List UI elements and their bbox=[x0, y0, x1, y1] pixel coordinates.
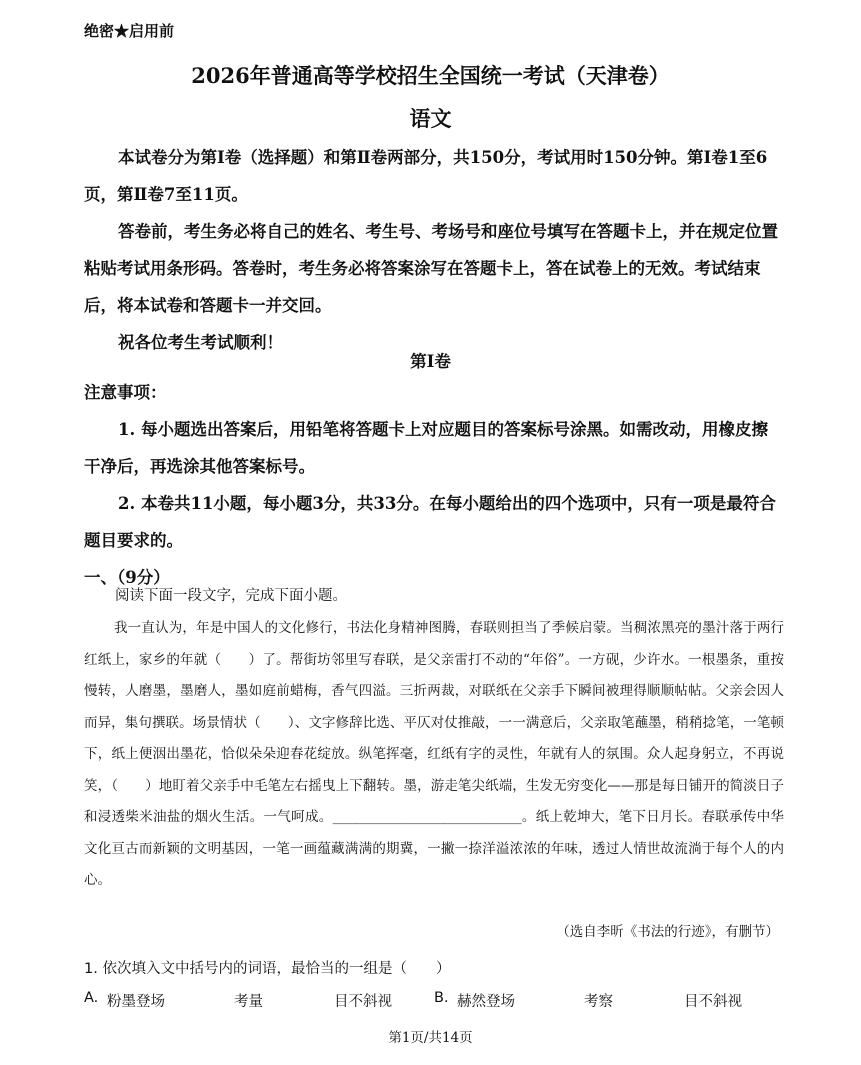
option-a-word-2: 考量 bbox=[234, 994, 263, 1010]
option-a-word-1: 粉墨登场 bbox=[107, 994, 165, 1010]
option-a-word-3: 目不斜视 bbox=[334, 994, 392, 1010]
option-b-word-3: 目不斜视 bbox=[684, 994, 742, 1010]
question-1-stem: 1. 依次填入文中括号内的词语，最恰当的一组是（ ） bbox=[84, 961, 451, 977]
option-b-word-1: 赫然登场 bbox=[457, 994, 515, 1010]
subject-title: 语文 bbox=[409, 106, 452, 131]
exam-title: 2026年普通高等学校招生全国统一考试（天津卷） bbox=[191, 63, 670, 88]
note-1: 1. 每小题选出答案后，用铅笔将答题卡上对应题目的答案标号涂黑。如需改动，用橡皮擦干净后，再选涂其他答案标号。 bbox=[84, 420, 768, 476]
reading-passage bbox=[84, 613, 784, 897]
option-b-letter: B. bbox=[434, 990, 449, 1006]
passage-source: （选自李昕《书法的行迹》，有删节） bbox=[556, 924, 779, 940]
part1-heading: 第Ⅰ卷 bbox=[410, 352, 451, 371]
option-a-letter: A. bbox=[84, 990, 99, 1006]
page-footer: 第1页/共14页 bbox=[388, 1030, 473, 1046]
option-b-word-2: 考察 bbox=[584, 994, 613, 1010]
section1-instruction: 阅读下面一段文字，完成下面小题。 bbox=[115, 588, 347, 604]
intro-paragraph-3: 祝各位考生考试顺利！ bbox=[118, 333, 283, 352]
intro-paragraph-1: 本试卷分为第Ⅰ卷（选择题）和第Ⅱ卷两部分，共150分，考试用时150分钟。第Ⅰ卷1至6页，第Ⅱ卷7至11页。 bbox=[84, 148, 768, 204]
notes-block bbox=[84, 374, 784, 596]
intro-paragraph-2: 答卷前，考生务必将自己的姓名、考生号、考场号和座位号填写在答题卡上，并在规定位置粘贴考试用条形码。答卷时，考生务必将答案涂写在答题卡上，答在试卷上的无效。考试结束后，将本试卷和答题卡一并交回。 bbox=[84, 222, 778, 315]
section1-heading: 一、（9分） bbox=[84, 568, 170, 587]
notes-title: 注意事项： bbox=[84, 383, 167, 402]
confidential-mark: 绝密★启用前 bbox=[84, 22, 175, 40]
note-2: 2. 本卷共11小题，每小题3分，共33分。在每小题给出的四个选项中，只有一项是最符合题目要求的。 bbox=[84, 494, 776, 550]
passage-text: 我一直认为，年是中国人的文化修行，书法化身精神图腾，春联则担当了季候启蒙。当稠浓黑亮的墨汁落于两行红纸上，家乡的年就（ ）了。帮街坊邻里写春联，是父亲雷打不动的“年俗”。一方砚，少许水。一根墨条，重按慢转，人磨墨，墨磨人，墨如庭前蜡梅，香气四溢。三折两裁，对联纸在父亲手下瞬间被理得顺顺帖帖。父亲会因人而异，集句撰联。场景情状（ ）、文字修辞比选、平仄对仗推敲，一一满意后，父亲取笔蘸墨，稍稍捻笔，一笔顿下，纸上便洇出墨花，恰似朵朵迎春花绽放。纵笔挥毫，红纸有字的灵性，年就有人的氛围。众人起身躬立，不再说笑，（ ）地盯着父亲手中毛笔左右摇曳上下翻转。墨，游走笔尖纸端，生发无穷变化——那是每日铺开的简淡日子和浸透柴米油盐的烟火生活。一气呵成。____________________________。纸上乾坤大，笔下日月长。春联承传中华文化亘古而新颖的文明基因，一笔一画蕴藏满满的期冀，一撇一捺洋溢浓浓的年味，透过人情世故流淌于每个人的内心。 bbox=[84, 620, 784, 888]
intro-block bbox=[84, 139, 784, 361]
